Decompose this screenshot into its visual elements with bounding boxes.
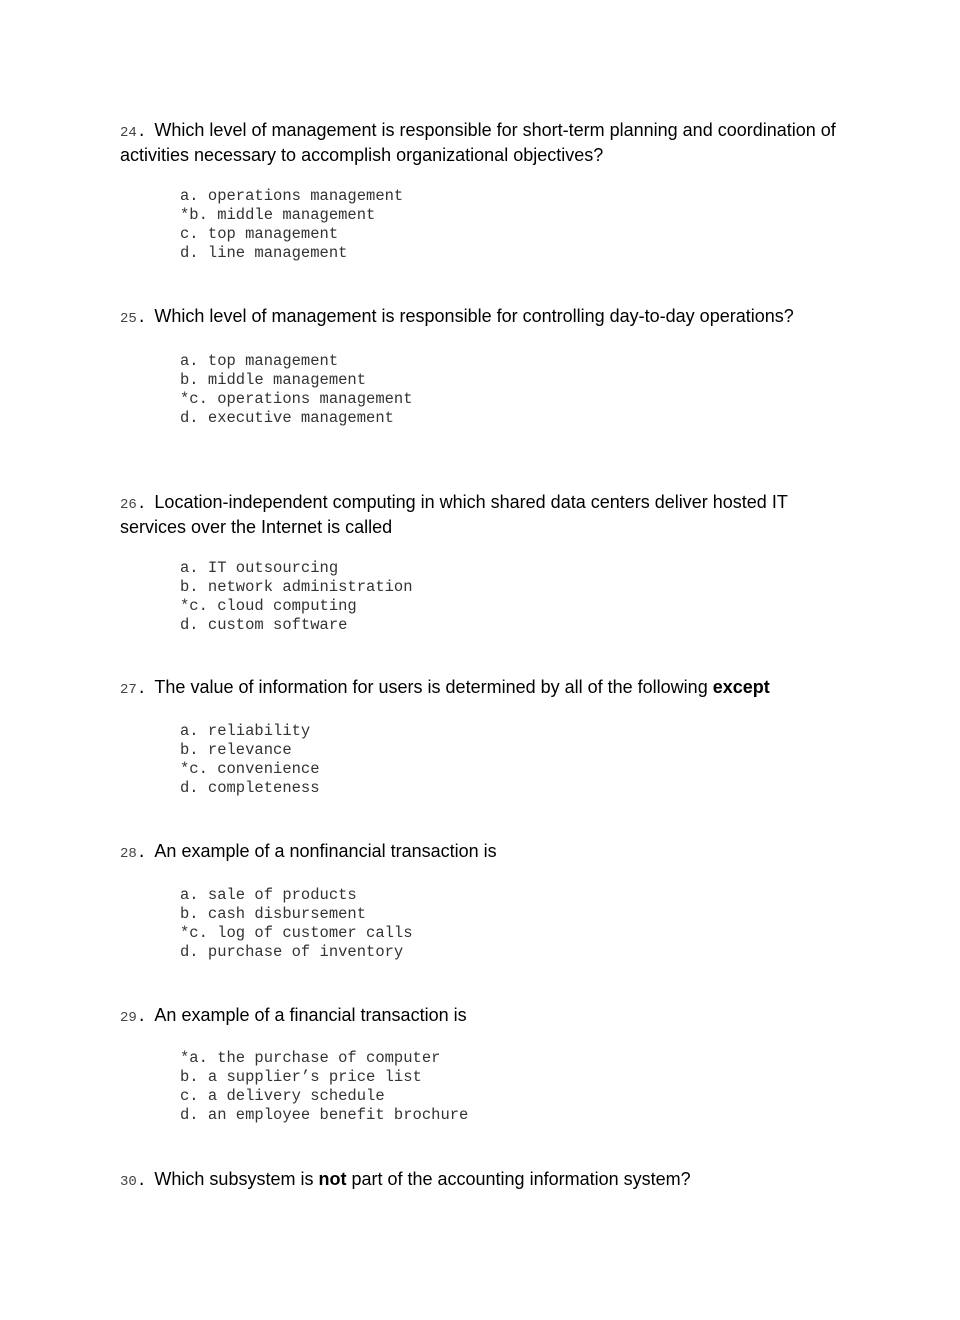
answer-option: a. operations management: [180, 187, 404, 205]
answer-option: d. line management: [180, 244, 348, 262]
answer-option: b. network administration: [180, 578, 413, 596]
answer-option: b. cash disbursement: [180, 905, 367, 923]
question-27: [120, 676, 850, 840]
question-body: An example of a financial transaction is: [154, 1005, 467, 1025]
question-body: Location-independent computing in which shared data centers deliver hosted IT services over the Internet is called: [120, 492, 788, 537]
answer-option-correct: *c. convenience: [180, 760, 320, 778]
answer-options: [120, 559, 850, 635]
question-24: [120, 119, 850, 305]
answer-option: c. top management: [180, 225, 339, 243]
question-number: 27: [120, 682, 137, 698]
question-text: 28. An example of a nonfinancial transaction is: [120, 841, 497, 862]
question-25: [120, 305, 850, 491]
answer-options: [120, 722, 850, 798]
answer-option-correct: *c. log of customer calls: [180, 924, 413, 942]
answer-option-correct: *c. operations management: [180, 390, 413, 408]
answer-option: d. purchase of inventory: [180, 943, 404, 961]
question-body: An example of a nonfinancial transaction is: [154, 841, 497, 861]
question-text: 26. Location-independent computing in which shared data centers deliver hosted IT services over the Internet is called: [120, 492, 788, 537]
answer-option: a. sale of products: [180, 886, 357, 904]
answer-options: [120, 1049, 850, 1125]
answer-option: a. reliability: [180, 722, 311, 740]
answer-options: [120, 187, 850, 263]
emphasis-not: not: [318, 1169, 347, 1189]
question-body: Which subsystem is not part of the accounting information system?: [154, 1169, 691, 1189]
question-28: [120, 840, 850, 1004]
question-number: 28: [120, 846, 137, 862]
question-text: 24. Which level of management is responsible for short-term planning and coordination of activities necessary to accomplish organizational objectives?: [120, 120, 836, 165]
answer-option: c. a delivery schedule: [180, 1087, 385, 1105]
answer-option: d. executive management: [180, 409, 394, 427]
question-text: 25. Which level of management is responsible for controlling day-to-day operations?: [120, 306, 794, 327]
question-body: The value of information for users is determined by all of the following except: [154, 677, 770, 697]
question-text: 29. An example of a financial transaction is: [120, 1005, 467, 1026]
question-number: 30: [120, 1174, 137, 1190]
emphasis-except: except: [712, 677, 770, 697]
answer-option: d. custom software: [180, 616, 348, 634]
answer-options: [120, 886, 850, 962]
question-number: 26: [120, 497, 137, 513]
answer-options: [120, 352, 850, 428]
answer-option-correct: *c. cloud computing: [180, 597, 357, 615]
answer-option: b. relevance: [180, 741, 292, 759]
answer-option-correct: *b. middle management: [180, 206, 376, 224]
question-30: [120, 1168, 850, 1193]
question-26: [120, 491, 850, 676]
answer-option: d. an employee benefit brochure: [180, 1106, 469, 1124]
question-number: 29: [120, 1010, 137, 1026]
answer-option: a. IT outsourcing: [180, 559, 339, 577]
question-body: Which level of management is responsible for short-term planning and coordination of activities necessary to accomplish organizational objectives?: [120, 120, 836, 165]
question-text: 27. The value of information for users is determined by all of the following except: [120, 677, 770, 698]
answer-option: d. completeness: [180, 779, 320, 797]
question-number: 25: [120, 311, 137, 327]
question-number: 24: [120, 125, 137, 141]
exam-page: [120, 119, 850, 1193]
question-29: [120, 1004, 850, 1168]
question-text: 30. Which subsystem is not part of the accounting information system?: [120, 1169, 691, 1190]
answer-option: b. a supplier’s price list: [180, 1068, 422, 1086]
answer-option-correct: *a. the purchase of computer: [180, 1049, 441, 1067]
question-body: Which level of management is responsible for controlling day-to-day operations?: [154, 306, 794, 326]
answer-option: b. middle management: [180, 371, 367, 389]
answer-option: a. top management: [180, 352, 339, 370]
